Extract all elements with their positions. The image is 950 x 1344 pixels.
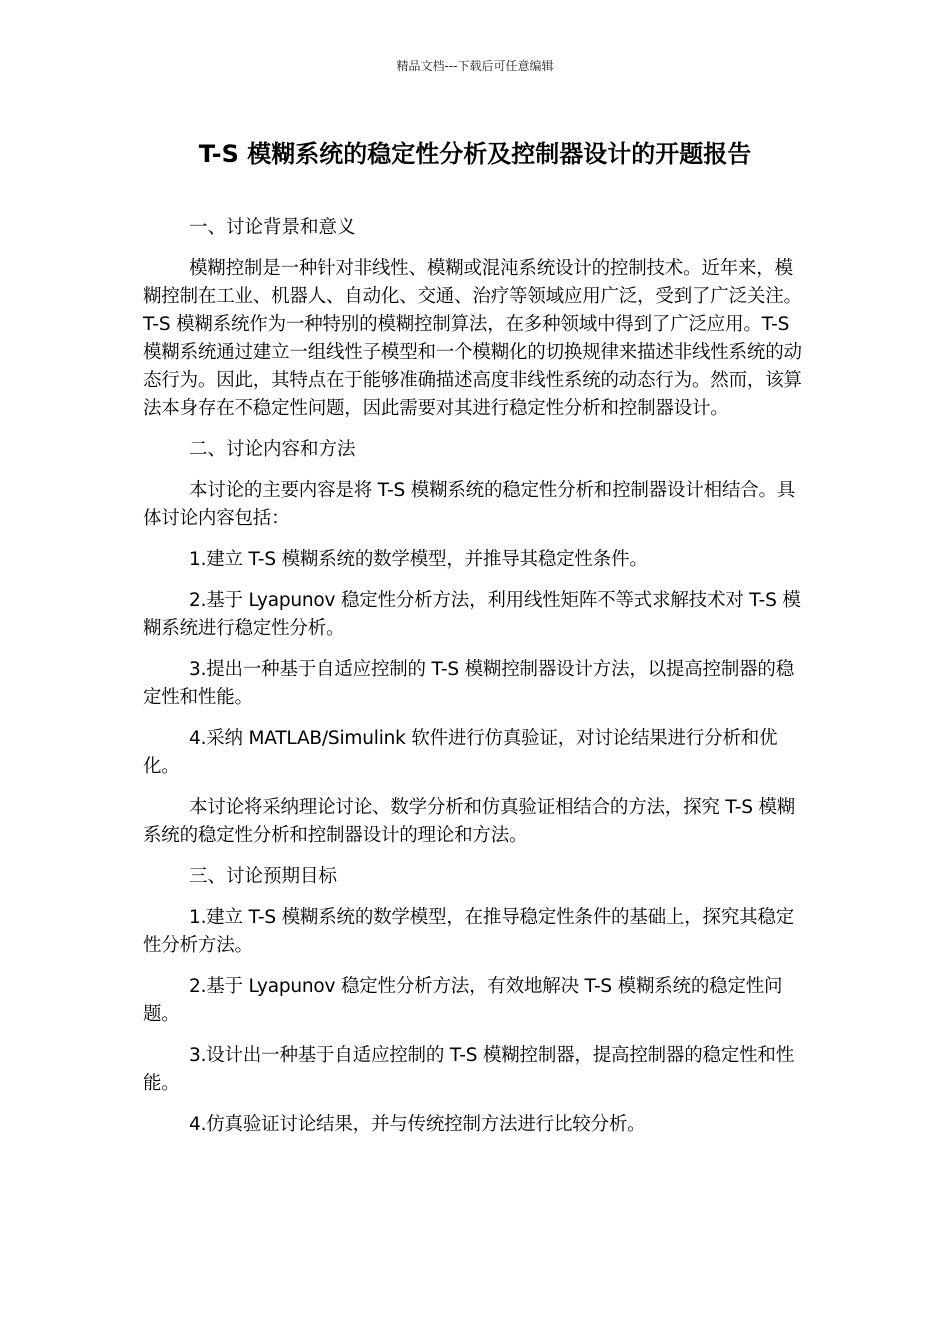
list-item: 2.基于 Lyapunov 稳定性分析方法，利用线性矩阵不等式求解技术对 T-S 模糊系统进行稳定性分析。 <box>143 590 801 639</box>
list-item: 4.仿真验证讨论结果，并与传统控制方法进行比较分析。 <box>189 1114 646 1135</box>
document-body <box>143 214 803 1152</box>
section-heading: 二、讨论内容和方法 <box>189 439 356 460</box>
page-header-note: 精品文档---下载后可任意编辑 <box>396 59 554 73</box>
list-item: 1.建立 T-S 模糊系统的数学模型，在推导稳定性条件的基础上，探究其稳定性分析方法。 <box>143 907 795 956</box>
body-paragraph: 模糊控制是一种针对非线性、模糊或混沌系统设计的控制技术。近年来，模糊控制在工业、机器人、自动化、交通、治疗等领域应用广泛，受到了广泛关注。T-S 模糊系统作为一种特别的模糊控制算法，在多种领域中得到了广泛应用。T-S 模糊系统通过建立一组线性子模型和一个模糊化的切换规律来描述非线性系统的动态行为。因此，其特点在于能够准确描述高度非线性系统的动态行为。然而，该算法本身存在不稳定性问题，因此需要对其进行稳定性分析和控制器设计。 <box>143 258 802 419</box>
list-item: 4.采纳 MATLAB/Simulink 软件进行仿真验证，对讨论结果进行分析和优化。 <box>143 728 778 777</box>
body-paragraph: 本讨论将采纳理论讨论、数学分析和仿真验证相结合的方法，探究 T-S 模糊系统的稳定性分析和控制器设计的理论和方法。 <box>143 797 796 846</box>
document-title: T-S 模糊系统的稳定性分析及控制器设计的开题报告 <box>198 140 752 168</box>
body-paragraph: 本讨论的主要内容是将 T-S 模糊系统的稳定性分析和控制器设计相结合。具体讨论内容包括： <box>143 480 796 529</box>
section-heading: 三、讨论预期目标 <box>189 866 338 887</box>
list-item: 2.基于 Lyapunov 稳定性分析方法，有效地解决 T-S 模糊系统的稳定性问题。 <box>143 976 783 1025</box>
section-heading: 一、讨论背景和意义 <box>189 217 356 238</box>
list-item: 3.提出一种基于自适应控制的 T-S 模糊控制器设计方法，以提高控制器的稳定性和性能。 <box>143 659 795 708</box>
list-item: 1.建立 T-S 模糊系统的数学模型，并推导其稳定性条件。 <box>189 549 648 570</box>
list-item: 3.设计出一种基于自适应控制的 T-S 模糊控制器，提高控制器的稳定性和性能。 <box>143 1045 795 1094</box>
section-content-method <box>143 436 803 850</box>
section-expected-goals <box>143 863 803 1139</box>
section-background <box>143 214 803 423</box>
